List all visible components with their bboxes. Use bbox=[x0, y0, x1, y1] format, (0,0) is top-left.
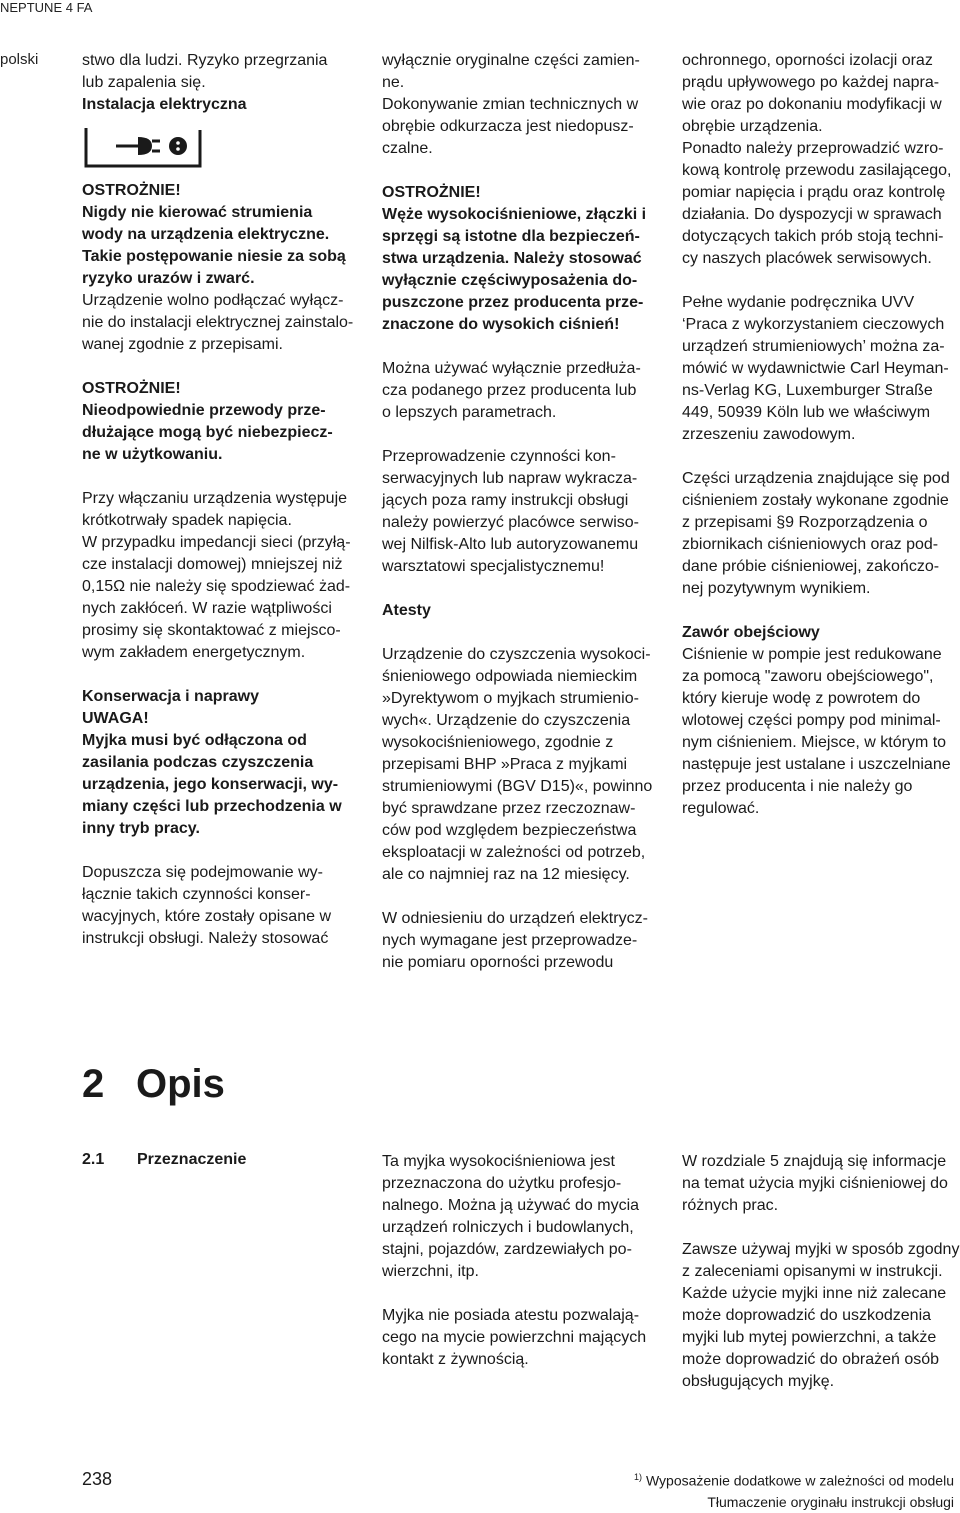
chapter-heading bbox=[82, 1062, 225, 1107]
paragraph: Urządzenie do czyszczenia wysokoci- śnieniowego odpowiada niemieckim »Dyrektywom o myjkach strumienio- wych«. Urządzenie do czyszczenia wysokociśnieniowego, zgodnie z przepisami BHP »Praca z myjkami strumieniowymi (BGV D15)«, powinno być sprawdzane przez rzeczoznaw- ców pod względem bezpieczeństwa eksploatacji w zależności od potrzeb, ale co najmniej raz na 12 miesięcy. bbox=[382, 646, 653, 883]
column-2 bbox=[382, 50, 662, 974]
page-number: 238 bbox=[82, 1469, 113, 1489]
plug-socket-icon bbox=[82, 124, 367, 170]
paragraph: Urządzenie wolno podłączać wyłącz- nie do instalacji elektrycznej zainstalo- wanej zgodnie z przepisami. bbox=[82, 292, 354, 353]
section-number: 2.1 bbox=[82, 1151, 105, 1168]
footnote-mark: 1) bbox=[634, 1472, 643, 1482]
warning-text: Myjka musi być odłączona od zasilania podczas czyszczenia urządzenia, jego konserwacji, wy- miany części lub przechodzenia w inny tryb pracy. bbox=[82, 732, 342, 837]
paragraph: stwo dla ludzi. Ryzyko przegrzania lub zapalenia się. bbox=[82, 52, 328, 91]
paragraph: wyłącznie oryginalne części zamien- ne. Dokonywanie zmian technicznych w obrębie odkurzacza jest niedopusz- czalne. bbox=[382, 52, 640, 157]
footer-notes bbox=[634, 1467, 954, 1513]
footnote-text: Wyposażenie dodatkowe w zależności od modelu bbox=[645, 1472, 954, 1489]
section-heading-maintenance: Konserwacja i naprawy bbox=[82, 688, 259, 705]
paragraph: W rozdziale 5 znajdują się informacje na temat użycia myjki ciśnieniowej do różnych prac. bbox=[682, 1153, 948, 1214]
warning-text: Węże wysokociśnieniowe, złączki i sprzęgi są istotne dla bezpieczeń- stwa urządzenia. Należy stosować wyłącznie częściwyposażenia do- puszczone przez producenta prze- znaczone do wysokich ciśnień! bbox=[382, 206, 647, 333]
chapter-title: Opis bbox=[136, 1062, 225, 1106]
paragraph: Przy włączaniu urządzenia występuje krótkotrwały spadek napięcia. W przypadku impedancji sieci (przyłą- cze instalacji domowej) mniejszej niż 0,15Ω nie należy się spodziewać żad- nych zakłóceń. W razie wątpliwości prosimy się skontaktować z miejsco- wym zakładem energetycznym. bbox=[82, 490, 351, 661]
warning-title: OSTROŻNIE! bbox=[82, 182, 181, 199]
section-heading-bypass-valve: Zawór obejściowy bbox=[682, 624, 820, 641]
paragraph: Ciśnienie w pompie jest redukowane za pomocą "zaworu obejściowego", który kieruje wodę z powrotem do wlotowej części pompy pod minimal- nym ciśnieniem. Miejsce, w którym to następuje jest ustalane i uszczelniane przez producenta i nie należy go regulować. bbox=[682, 646, 951, 817]
section-heading-certificates: Atesty bbox=[382, 602, 431, 619]
paragraph: Myjka nie posiada atestu pozwalają- cego na mycie powierzchni mających kontakt z żywnością. bbox=[382, 1307, 647, 1368]
document-header: NEPTUNE 4 FA bbox=[0, 0, 93, 15]
warning-title: OSTROŻNIE! bbox=[382, 184, 481, 201]
paragraph: ochronnego, oporności izolacji oraz prądu upływowego po każdej napra- wie oraz po dokonaniu modyfikacji w obrębie urządzenia. Ponadto należy przeprowadzić wzro- kową kontrolę przewodu zasilającego, pomiar napięcia i prądu oraz kontrolę działania. Do dyspozycji w sprawach dotyczących takich prób stoją techni- cy naszych placówek serwisowych. bbox=[682, 52, 952, 267]
paragraph: W odniesieniu do urządzeń elektrycz- nych wymagane jest przeprowadze- nie pomiaru oporności przewodu bbox=[382, 910, 648, 971]
paragraph: Przeprowadzenie czynności kon- serwacyjnych lub napraw wykracza- jących poza ramy instrukcji obsługi należy powierzyć placówce serwiso- wej Nilfisk-Alto lub autoryzowanemu warsztatowi specjalistycznemu! bbox=[382, 448, 639, 575]
section-column-2 bbox=[382, 1151, 662, 1371]
section-column-3 bbox=[682, 1151, 960, 1393]
column-1 bbox=[82, 50, 367, 950]
paragraph: Zawsze używaj myjki w sposób zgodny z zaleceniami opisanymi w instrukcji. Każde użycie myjki inne niż zalecane może doprowadzić do uszkodzenia myjki lub mytej powierzchni, a także może doprowadzić do obrażeń osób obsługujących myjkę. bbox=[682, 1241, 960, 1390]
warning-text: Nigdy nie kierować strumienia wody na urządzenia elektryczne. Takie postępowanie niesie za sobą ryzyko urazów i zwarć. bbox=[82, 204, 346, 287]
paragraph: Pełne wydanie podręcznika UVV ‘Praca z wykorzystaniem cieczowych urządzeń strumieniowych’ można za- mówić w wydawnictwie Carl Heyman- ns-Verlag KG, Luxemburger Straße 449, 50939 Köln lub we właściwym zrzeszeniu zawodowym. bbox=[682, 294, 949, 443]
section-heading-electrical: Instalacja elektryczna bbox=[82, 96, 247, 113]
paragraph: Ta myjka wysokociśnieniowa jest przeznaczona do użytku profesjo- nalnego. Można ją używać do mycia urządzeń rolniczych i budowlanych, stajni, pojazdów, zardzewiałych po- wierzchni, itp. bbox=[382, 1153, 640, 1280]
section-title: Przeznaczenie bbox=[137, 1151, 247, 1168]
translation-note: Tłumaczenie oryginału instrukcji obsługi bbox=[707, 1493, 954, 1510]
warning-text: Nieodpowiednie przewody prze- dłużające mogą być niebezpiecz- ne w użytkowaniu. bbox=[82, 402, 333, 463]
warning-title: OSTROŻNIE! bbox=[82, 380, 181, 397]
chapter-number: 2 bbox=[82, 1062, 105, 1106]
paragraph: Części urządzenia znajdujące się pod ciśnieniem zostały wykonane zgodnie z przepisami §9 Rozporządzenia o zbiornikach ciśnieniowych oraz pod- dane próbie ciśnieniowej, zakończo- nej pozytywnym wynikiem. bbox=[682, 470, 950, 597]
paragraph: Można używać wyłącznie przedłuża- cza podanego przez producenta lub o lepszych parametrach. bbox=[382, 360, 641, 421]
paragraph: Dopuszcza się podejmowanie wy- łącznie takich czynności konser- wacyjnych, które zostały opisane w instrukcji obsługi. Należy stosować bbox=[82, 864, 331, 947]
language-label: polski bbox=[0, 51, 39, 68]
footnote bbox=[634, 1467, 954, 1492]
warning-title: UWAGA! bbox=[82, 710, 149, 727]
column-3 bbox=[682, 50, 960, 820]
